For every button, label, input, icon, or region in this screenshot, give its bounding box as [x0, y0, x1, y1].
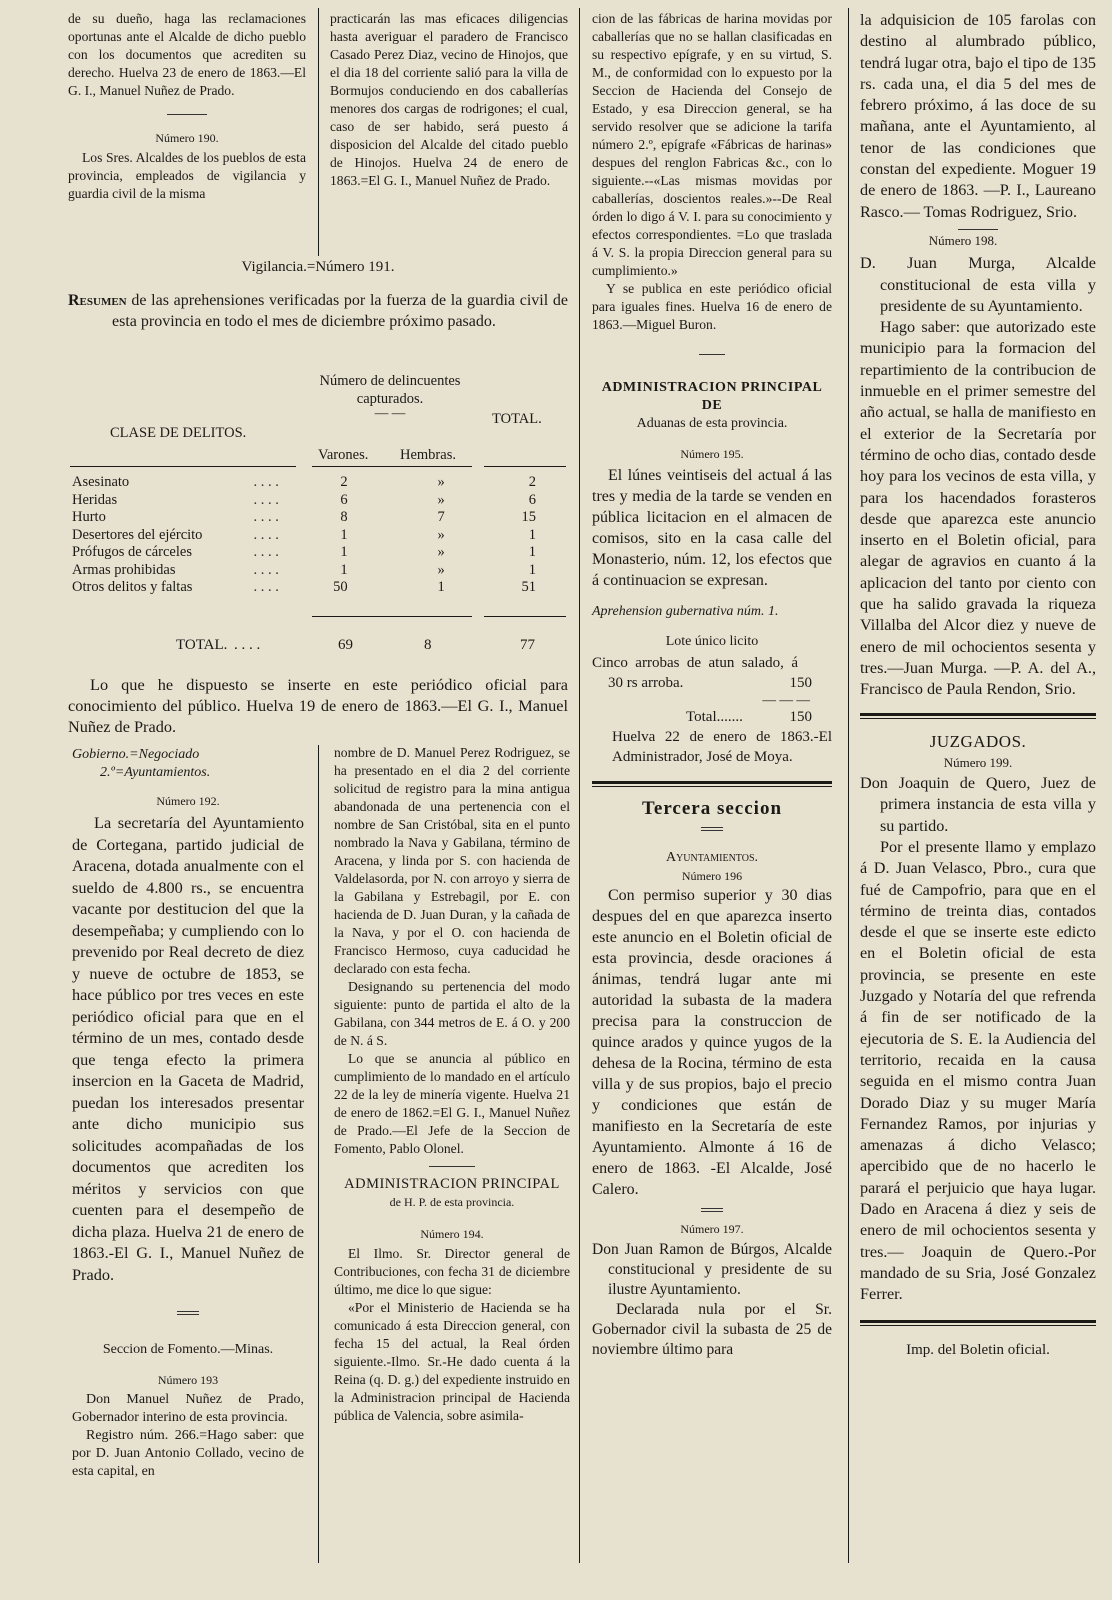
table-header-clase: CLASE DE DELITOS. — [110, 425, 247, 441]
lote-total-row — [592, 707, 832, 727]
notice-number-192: Número 192. — [156, 794, 220, 808]
table-row — [72, 527, 566, 545]
aduanas-header: ADMINISTRACION PRINCIPAL DE — [601, 380, 823, 413]
row-clase: Asesinato — [72, 474, 130, 491]
total-dots: . . . . — [234, 637, 261, 653]
lote-total-label: Total....... — [686, 709, 743, 725]
vig-after — [68, 674, 568, 737]
separator — [701, 827, 723, 831]
row-dots: . . . . — [253, 509, 279, 526]
table-header-rule-left — [70, 466, 296, 467]
resumen-lead: Resumen — [68, 292, 127, 309]
table-header-rule-mid — [312, 466, 472, 467]
row-total: 1 — [528, 561, 536, 578]
col1-bottom — [72, 746, 304, 1481]
table-header-number: Número de delincuentes capturados. — [319, 373, 461, 407]
total-hembras: 8 — [424, 637, 432, 653]
lote-item-row — [592, 653, 832, 693]
vigilancia-title: Vigilancia.=Número 191. — [241, 259, 395, 275]
table-row — [72, 579, 566, 597]
row-hembras: 1 — [437, 579, 445, 596]
row-clase: Otros delitos y faltas — [72, 579, 193, 596]
notice-195-firma: Huelva 22 de enero de 1863.-El Administrador, José de Moya. — [612, 729, 832, 765]
notice-192-block — [72, 812, 304, 1285]
notice-190-continuation: practicarán las mas eficaces diligencias hasta averiguar el paradero de Francisco Casado Perez Diaz, vecino de Hinojos, que el dia 18 del corriente salió para la villa de Bormujos conduciendo en dos caballerías menores dos cargas de rodrigones; el cual, caso de ser habido, será puesto á disposicion del Alcalde del citado pueblo de Hinojos. Huelva 24 de enero de 1863.=El G. I., Manuel Nuñez de Prado. — [330, 11, 568, 188]
notice-199-intro: Don Joaquin de Quero, Juez de primera instancia de esta villa y su partido. — [860, 774, 1096, 835]
total-label: TOTAL. — [176, 637, 228, 653]
table-total-rule-right — [484, 616, 566, 617]
admin-hp-sub: de H. P. de esta provincia. — [389, 1195, 515, 1209]
notice-193-continuation: nombre de D. Manuel Perez Rodriguez, se ha presentado en el dia 2 del corriente solicitud de registro para la mina antigua abandonada de una pertenencia con el nombre de San Cristóbal, sita en el punto nombrado la Nava y Gabilana, término de Aracena, y linda por S. con hacienda de Valdelasorda, por N. con arroyo y sierra de la Gabilana y Estrebagil, por E. con hacienda de D. Juan Duran, y la cañada de la Nava, y por el O. con hacienda de Francisco Hermoso, cuya caducidad he declarado con esta fecha. — [334, 745, 570, 976]
aduanas-sub: Aduanas de esta provincia. — [636, 416, 788, 431]
row-varones: 6 — [340, 491, 348, 508]
notice-194-firma: Y se publica en este periódico oficial para iguales fines. Huelva 16 de enero de 1863.—Miguel Buron. — [592, 281, 832, 332]
separator — [701, 1208, 723, 1212]
delitos-table — [72, 474, 566, 597]
paragraph-continuation: de su dueño, haga las reclamaciones oportunas ante el Alcalde de dicho pueblo con los documentos que acrediten su derecho. Huelva 23 de enero de 1863.—El G. I., Manuel Nuñez de Prado. — [68, 11, 306, 98]
imprenta-line: Imp. del Boletin oficial. — [906, 1341, 1050, 1358]
row-clase: Hurto — [72, 509, 106, 526]
notice-number-199: Número 199. — [943, 754, 1013, 770]
notice-198-intro: D. Juan Murga, Alcalde constitucional de esta villa y presidente de su Ayuntamiento. — [860, 254, 1096, 315]
imprenta-rule — [860, 1320, 1096, 1326]
table-header-varones: Varones. — [318, 447, 369, 463]
notice-192-text: La secretaría del Ayuntamiento de Cortegana, partido judicial de Aracena, dotada anualmente con el sueldo de 4.800 rs., se encuentra vacante por destitucion del que la desempeñaba; y cumpliendo con lo prevenido por Real decreto de diez y nueve de octubre de 1853, se hace público por tres veces en este periódico oficial para que en el término de un mes, contado desde que tenga efecto la primera insercion en la Gaceta de Madrid, puedan los interesados presentar ante dicho municipio sus solicitudes acompañadas de los documentos que acrediten los méritos y servicios con que cuenten para el desempeño de dicha plaza. Huelva 21 de enero de 1863.-El G. I., Manuel Nuñez de Prado. — [72, 813, 304, 1284]
row-hembras: » — [437, 491, 445, 508]
notice-number-196: Número 196 — [681, 869, 743, 883]
row-total: 51 — [521, 579, 536, 596]
col3 — [592, 10, 832, 1360]
table-header-total: TOTAL. — [492, 411, 542, 427]
separator — [429, 1166, 475, 1167]
row-total: 15 — [521, 509, 536, 526]
table-row — [72, 492, 566, 510]
notice-195-block — [592, 465, 832, 591]
admin-hp-header: ADMINISTRACION PRINCIPAL — [344, 1176, 560, 1192]
gobierno-header: Gobierno.=Negociado 2.º=Ayuntamientos. — [72, 747, 211, 780]
row-varones: 1 — [340, 526, 348, 543]
row-dots: . . . . — [253, 544, 279, 561]
col2-bottom — [334, 744, 570, 1425]
notice-number-195: Número 195. — [680, 447, 744, 461]
table-row — [72, 562, 566, 580]
lote-dash: — — — — [762, 692, 810, 707]
aprehension-label: Aprehension gubernativa núm. 1. — [592, 604, 779, 619]
notice-199-text: Por el presente llamo y emplazo á D. Juan Velasco, Pbro., cura que fué de Campofrio, para que en el término de treinta dias, contados desde el que se inserte este edicto en el Boletin oficial de esta provincia, se presente en este Juzgado y Notaría del que refrenda á fin de ser notificado de la ejecutoria de S. E. la Audiencia del territorio, recaida en la causa seguida en el mismo contra Juan Dorado Diaz y su muger María Fernandez Ramos, por injurias y amenazas á dicho Velasco; apercibido que de no hacerlo le parará el perjuicio que haya lugar. Dado en Aracena á diez y seis de enero de mil ochocientos sesenta y tres.— Joaquin de Quero.-Por mandado de su Sria, José Gonzalez Ferrer. — [860, 837, 1096, 1304]
row-total: 1 — [528, 544, 536, 561]
row-clase: Prófugos de cárceles — [72, 544, 192, 561]
resumen-text: de las aprehensiones verificadas por la fuerza de la guardia civil de esta provincia en todo el mes de diciembre próximo pasado. — [112, 292, 568, 330]
notice-193-intro: Don Manuel Nuñez de Prado, Gobernador interino de esta provincia. — [72, 1392, 304, 1425]
table-row — [72, 544, 566, 562]
notice-197-intro: Don Juan Ramon de Búrgos, Alcalde constitucional y presidente de su ilustre Ayuntamiento. — [592, 1241, 832, 1298]
row-clase: Desertores del ejército — [72, 526, 203, 543]
notice-195-text: El lúnes veintiseis del actual á las tres y media de la tarde se venden en pública licitacion en el almacen de comisos, sito en la casa calle del Monasterio, núm. 12, los efectos que á continuacion se expresan. — [592, 467, 832, 589]
notice-194-continuation: cion de las fábricas de harina movidas por caballerías que no se hallan clasificadas en su respectivo epígrafe, y en su virtud, S. M., de conformidad con lo expuesto por la Seccion de Hacienda del Consejo de Estado, y esa Direccion general, se ha servido resolver que se adicione la tarifa número 2.º, epígrafe «Fábricas de harinas» despues del renglon Fabricas &c., con lo siguiente.--«Las mismas movidas por caballerías, doscientos reales.»--De Real órden lo digo á V. I. para su conocimiento y efectos correspondientes. =Lo que traslada á V. S. la propia Direccion general para su cumplimiento.» — [592, 11, 832, 278]
row-dots: . . . . — [253, 579, 279, 596]
notice-number-194: Número 194. — [420, 1227, 484, 1241]
row-total: 6 — [528, 491, 536, 508]
notice-number-190: Número 190. — [155, 131, 219, 145]
total-total: 77 — [520, 637, 535, 653]
row-varones: 8 — [340, 509, 348, 526]
col1-top — [68, 10, 306, 203]
row-hembras: » — [437, 526, 445, 543]
notice-194-orden: «Por el Ministerio de Hacienda se ha comunicado á esta Direccion general, con fecha 15 del actual, la Real órden siguiente.-Ilmo. Sr.-He dado cuenta á la Reina (q. D. g.) del expediente instruido en la Administracion principal de Hacienda pública de Valencia, sobre asimila- — [334, 1300, 570, 1423]
table-header-hembras: Hembras. — [400, 447, 456, 463]
notice-198-text: Hago saber: que autorizado este municipio para la formacion del repartimiento de la contribucion de inmueble en el primer semestre del año actual, se halla de manifiesto en el exterior de la Secretaría por término de ocho dias, contado desde hoy para los vecinos de esta villa, y para los hacendados forasteros desde que aparezca este anuncio inserto en el Boletin oficial, para alegar de agravios en cuanto á la aplicacion del tanto por ciento con que ha salido gravada la riqueza Villalba del Alcor diez y nueve de enero de mil ochocientos sesenta y tres.—Juan Murga. —P. A. del A., Francisco de Paula Rendon, Srio. — [860, 318, 1096, 699]
notice-190-text: Los Sres. Alcaldes de los pueblos de esta provincia, empleados de vigilancia y guardia civil de la misma — [68, 150, 306, 201]
notice-197-text: Declarada nula por el Sr. Gobernador civil la subasta de 25 de noviembre último para — [592, 1301, 832, 1358]
notice-193-registro: Registro núm. 266.=Hago saber: que por D. Juan Antonio Collado, vecino de esta capital, en — [72, 1428, 304, 1479]
resumen-heading — [68, 290, 568, 332]
table-row — [72, 509, 566, 527]
notice-196-text: Con permiso superior y 30 dias despues del en que aparezca inserto este anuncio en el Boletin oficial de esta provincia, desde oraciones á ánimas, tendrá lugar ante mi autoridad la subasta de la madera precisa para la construccion de quince arados y quince yugos de la dehesa de la Rocina, término de esta villa y de sus propios, bajo el precio y condiciones que están de manifiesto en la Secretaría de este Ayuntamiento. Almonte á 16 de enero de 1863. -El Alcalde, José Calero. — [592, 887, 832, 1198]
column-rule-3 — [848, 8, 849, 1563]
column-rule-1-bottom — [318, 745, 319, 1563]
column-rule-2 — [579, 8, 580, 1563]
row-total: 2 — [528, 474, 536, 491]
col4 — [860, 10, 1096, 1361]
notice-196-block — [592, 885, 832, 1200]
juzgados-header: JUZGADOS. — [929, 731, 1027, 751]
notice-number-198: Número 198. — [958, 229, 998, 251]
ayuntamientos-header: Ayuntamientos. — [665, 850, 759, 865]
lote-total-value: 150 — [789, 709, 812, 725]
row-dots: . . . . — [253, 561, 279, 578]
lote-item-value: 150 — [789, 675, 812, 691]
vig-after-text: Lo que he dispuesto se inserte en este periódico oficial para conocimiento del público. Huelva 19 de enero de 1863.—El G. I., Manuel Nuñez de Prado. — [68, 675, 568, 736]
row-clase: Heridas — [72, 491, 118, 508]
notice-193-designando: Designando su pertenencia del modo siguiente: punto de partida el alto de la Gabilana, con 344 metros de E. á O. y 200 de N. á S. — [334, 979, 570, 1048]
row-total: 1 — [528, 526, 536, 543]
row-varones: 2 — [340, 474, 348, 491]
row-hembras: » — [437, 561, 445, 578]
row-dots: . . . . — [253, 491, 279, 508]
row-hembras: » — [437, 544, 445, 561]
lote-label: Lote único licito — [665, 634, 759, 649]
lote-item-text: Cinco arrobas de atun salado, á 30 rs arroba. — [592, 655, 798, 691]
notice-197-continuation: la adquisicion de 105 farolas con destino al alumbrado público, tendrá lugar otra, bajo el tipo de 135 rs. cada una, el dia 5 del mes de febrero próximo, á las doce de su mañana, ante el Ayuntamiento, al tenor de las condiciones que constan del expediente. Moguer 19 de enero de 1863. —P. I., Laureano Rasco.— Tomas Rodriguez, Srio. — [860, 11, 1096, 221]
notice-197-block — [592, 1240, 832, 1360]
table-header-rule-right — [484, 466, 566, 467]
total-varones: 69 — [338, 637, 353, 653]
row-dots: . . . . — [253, 474, 279, 491]
col2-top — [330, 10, 568, 190]
row-varones: 50 — [333, 579, 348, 596]
notice-number-197: Número 197. — [680, 1222, 744, 1236]
row-hembras: » — [437, 474, 445, 491]
tercera-seccion-title: Tercera seccion — [641, 798, 783, 819]
row-varones: 1 — [340, 544, 348, 561]
notice-193-firma: Lo que se anuncia al público en cumplimiento de lo mandado en el artículo 22 de la ley de minería vigente. Huelva 21 de enero de 1862.=El G. I., Manuel Nuñez de Prado.—El Jefe de la Seccion de Fomento, Pablo Olonel. — [334, 1051, 570, 1156]
notice-194-intro: El Ilmo. Sr. Director general de Contribuciones, con fecha 31 de diciembre último, me dice lo que sigue: — [334, 1246, 570, 1297]
column-rule-1-top — [318, 8, 319, 256]
row-hembras: 7 — [437, 509, 445, 526]
row-dots: . . . . — [253, 526, 279, 543]
table-total-rule-mid — [312, 616, 472, 617]
separator — [167, 114, 207, 115]
separator — [177, 1311, 199, 1315]
separator — [699, 354, 725, 355]
juzgados-rule-top — [860, 713, 1096, 719]
row-clase: Armas prohibidas — [72, 561, 176, 578]
table-header-dashes: — — — [374, 405, 406, 420]
row-varones: 1 — [340, 561, 348, 578]
table-row — [72, 474, 566, 492]
notice-number-193: Número 193 — [157, 1373, 219, 1387]
fomento-header: Seccion de Fomento.—Minas. — [102, 1342, 274, 1357]
tercera-rule-top — [592, 781, 832, 787]
